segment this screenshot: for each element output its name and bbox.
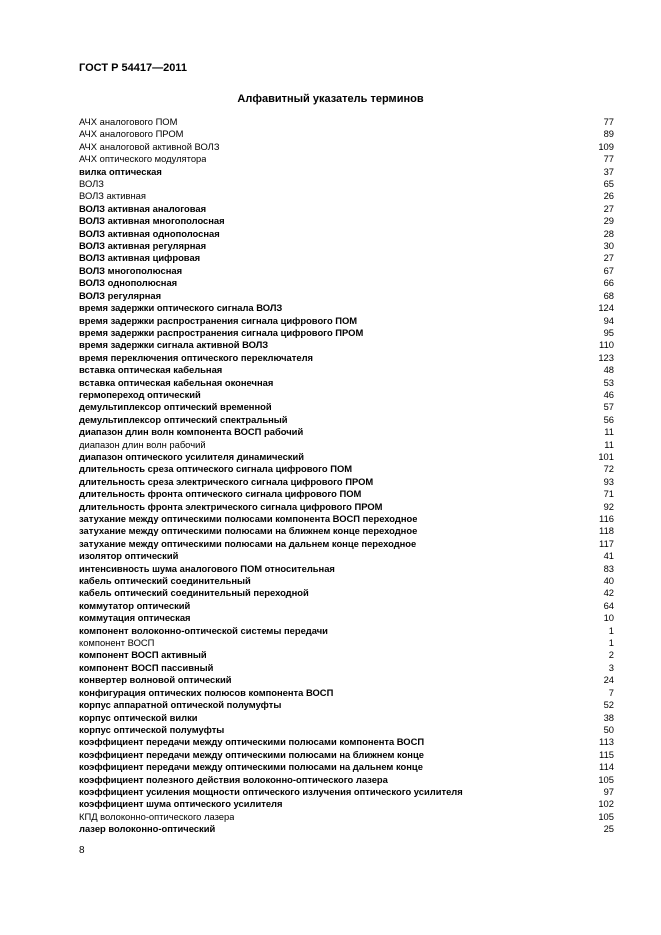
index-page-ref: 117	[599, 537, 614, 549]
index-term: АЧХ аналогового ПОМ	[79, 116, 178, 127]
index-entry	[79, 823, 614, 835]
index-entry	[79, 116, 614, 128]
index-page-ref: 42	[603, 587, 614, 599]
index-page-ref: 37	[603, 165, 614, 177]
index-entry	[79, 550, 614, 562]
index-entry	[79, 476, 614, 488]
term-index	[79, 116, 614, 836]
index-page-ref: 1	[608, 637, 614, 649]
index-entry	[79, 153, 614, 165]
index-page-ref: 26	[603, 190, 614, 202]
index-page-ref: 92	[603, 500, 614, 512]
index-page-ref: 102	[598, 798, 614, 810]
index-term: гермопереход оптический	[79, 388, 201, 400]
index-entry	[79, 712, 614, 724]
index-entry	[79, 786, 614, 798]
index-term: компонент ВОСП пассивный	[79, 661, 214, 673]
index-page-ref: 2	[608, 649, 614, 661]
index-term: АЧХ оптического модулятора	[79, 153, 207, 165]
index-term: интенсивность шума аналогового ПОМ относительная	[79, 562, 335, 574]
index-term: диапазон длин волн компонента ВОСП рабочий	[79, 426, 304, 438]
index-entry	[79, 203, 614, 215]
index-term: вставка оптическая кабельная оконечная	[79, 376, 274, 388]
index-entry	[79, 401, 614, 413]
index-page-ref: 72	[603, 463, 614, 475]
index-term: ВОЛЗ однополюсная	[79, 277, 178, 289]
index-entry	[79, 501, 614, 513]
index-term: конвертер волновой оптический	[79, 674, 232, 686]
index-term: длительность фронта электрического сигнала цифрового ПРОМ	[79, 500, 383, 512]
index-page-ref: 1	[608, 624, 614, 636]
index-page-ref: 10	[603, 612, 614, 624]
index-entry	[79, 265, 614, 277]
index-entry	[79, 612, 614, 624]
index-entry	[79, 178, 614, 190]
index-entry	[79, 426, 614, 438]
index-entry	[79, 252, 614, 264]
index-entry	[79, 377, 614, 389]
index-page-ref: 66	[603, 277, 614, 289]
index-term: затухание между оптическими полюсами на дальнем конце переходное	[79, 537, 417, 549]
index-entry	[79, 364, 614, 376]
index-page-ref: 114	[599, 761, 614, 773]
index-page-ref: 56	[603, 413, 614, 425]
index-term: АЧХ аналоговой активной ВОЛЗ	[79, 140, 220, 152]
index-entry	[79, 277, 614, 289]
index-entry	[79, 240, 614, 252]
index-term: время задержки распространения сигнала цифрового ПРОМ	[79, 326, 364, 338]
index-term: демультиплексор оптический спектральный	[79, 413, 288, 425]
index-entry	[79, 674, 614, 686]
index-entry	[79, 302, 614, 314]
index-entry	[79, 439, 614, 451]
index-page-ref: 11	[604, 426, 614, 438]
index-entry	[79, 389, 614, 401]
index-entry	[79, 128, 614, 140]
index-page-ref: 83	[603, 562, 614, 574]
index-entry	[79, 190, 614, 202]
index-entry	[79, 215, 614, 227]
index-term: корпус оптической полумуфты	[79, 723, 225, 735]
index-entry	[79, 166, 614, 178]
index-page-ref: 7	[608, 686, 614, 698]
index-entry	[79, 699, 614, 711]
index-page-ref: 113	[599, 736, 614, 748]
index-page-ref: 65	[603, 178, 614, 190]
index-term: диапазон оптического усилителя динамический	[79, 450, 305, 462]
index-page-ref: 57	[603, 401, 614, 413]
index-entry	[79, 451, 614, 463]
index-term: КПД волоконно-оптического лазера	[79, 810, 235, 822]
index-term: время задержки распространения сигнала цифрового ПОМ	[79, 314, 358, 326]
index-term: ВОЛЗ активная многополосная	[79, 215, 225, 227]
index-page-ref: 94	[603, 314, 614, 326]
index-page-ref: 48	[603, 364, 614, 376]
index-page-ref: 53	[603, 376, 614, 388]
index-entry	[79, 488, 614, 500]
index-term: кабель оптический соединительный	[79, 575, 251, 587]
document-header: ГОСТ Р 54417—2011	[79, 62, 187, 74]
index-page-ref: 64	[603, 599, 614, 611]
index-entry	[79, 811, 614, 823]
index-entry	[79, 662, 614, 674]
index-page-ref: 50	[603, 723, 614, 735]
index-term: коммутатор оптический	[79, 599, 191, 611]
index-term: изолятор оптический	[79, 550, 179, 562]
index-page-ref: 116	[599, 513, 614, 524]
index-term: вставка оптическая кабельная	[79, 364, 223, 376]
index-page-ref: 123	[598, 351, 614, 363]
index-page-ref: 27	[603, 202, 614, 214]
index-page-ref: 30	[603, 240, 614, 252]
index-entry	[79, 513, 614, 525]
index-page-ref: 124	[598, 302, 614, 314]
index-entry	[79, 736, 614, 748]
index-entry	[79, 538, 614, 550]
index-page-ref: 24	[603, 674, 614, 686]
index-entry	[79, 600, 614, 612]
index-term: время задержки оптического сигнала ВОЛЗ	[79, 302, 283, 314]
index-term: компонент ВОСП	[79, 637, 155, 649]
index-entry	[79, 228, 614, 240]
index-entry	[79, 649, 614, 661]
index-term: конфигурация оптических полюсов компонента ВОСП	[79, 686, 334, 698]
index-page-ref: 27	[603, 252, 614, 264]
index-term: коэффициент передачи между оптическими полюсами на ближнем конце	[79, 748, 424, 760]
index-term: ВОЛЗ	[79, 178, 104, 190]
index-term: ВОЛЗ многополюсная	[79, 264, 183, 276]
index-term: ВОЛЗ активная	[79, 190, 146, 202]
index-term: длительность среза оптического сигнала цифрового ПОМ	[79, 463, 353, 475]
index-term: кабель оптический соединительный переходной	[79, 587, 309, 599]
index-term: коммутация оптическая	[79, 612, 191, 624]
index-term: коэффициент передачи между оптическими полюсами на дальнем конце	[79, 761, 423, 773]
index-entry	[79, 414, 614, 426]
index-page-ref: 95	[603, 326, 614, 338]
index-entry	[79, 625, 614, 637]
index-page-ref: 105	[598, 810, 614, 822]
index-page-ref: 109	[598, 140, 614, 152]
index-term: корпус аппаратной оптической полумуфты	[79, 699, 282, 711]
index-page-ref: 77	[603, 153, 614, 165]
index-entry	[79, 774, 614, 786]
index-term: коэффициент шума оптического усилителя	[79, 798, 283, 810]
index-entry	[79, 687, 614, 699]
index-term: диапазон длин волн рабочий	[79, 438, 206, 450]
index-page-ref: 3	[608, 661, 614, 673]
index-page-ref: 89	[603, 128, 614, 140]
index-term: лазер волоконно-оптический	[79, 823, 216, 835]
index-entry	[79, 575, 614, 587]
index-term: демультиплексор оптический временной	[79, 401, 272, 413]
index-term: коэффициент передачи между оптическими полюсами компонента ВОСП	[79, 736, 425, 748]
index-term: ВОЛЗ активная аналоговая	[79, 202, 207, 214]
index-term: АЧХ аналогового ПРОМ	[79, 128, 184, 140]
index-entry	[79, 563, 614, 575]
index-term: вилка оптическая	[79, 165, 162, 177]
index-term: компонент волоконно-оптической системы передачи	[79, 624, 328, 636]
index-term: коэффициент полезного действия волоконно-оптического лазера	[79, 773, 388, 785]
index-entry	[79, 761, 614, 773]
index-entry	[79, 339, 614, 351]
index-term: время переключения оптического переключателя	[79, 351, 313, 363]
index-term: ВОЛЗ активная цифровая	[79, 252, 201, 264]
index-page-ref: 25	[603, 823, 614, 835]
index-term: время задержки сигнала активной ВОЛЗ	[79, 339, 269, 351]
index-term: ВОЛЗ регулярная	[79, 289, 162, 301]
index-page-ref: 28	[603, 227, 614, 239]
index-term: ВОЛЗ активная однополосная	[79, 227, 220, 239]
index-page-ref: 105	[598, 773, 614, 785]
index-page-ref: 110	[599, 339, 614, 351]
index-entry	[79, 327, 614, 339]
index-page-ref: 118	[599, 525, 614, 537]
index-page-ref: 67	[603, 264, 614, 276]
index-term: затухание между оптическими полюсами на ближнем конце переходное	[79, 525, 418, 537]
page-title: Алфавитный указатель терминов	[237, 93, 424, 105]
index-entry	[79, 463, 614, 475]
index-page-ref: 115	[599, 748, 614, 760]
index-entry	[79, 587, 614, 599]
index-entry	[79, 525, 614, 537]
index-entry	[79, 141, 614, 153]
index-term: коэффициент усиления мощности оптического излучения оптического усилителя	[79, 785, 463, 797]
index-entry	[79, 352, 614, 364]
index-page-ref: 52	[603, 699, 614, 711]
index-page-ref: 97	[603, 785, 614, 797]
index-page-ref: 68	[603, 289, 614, 301]
index-page-ref: 77	[603, 116, 614, 127]
index-entry	[79, 798, 614, 810]
index-page-ref: 41	[603, 550, 614, 562]
index-page-ref: 71	[603, 488, 614, 500]
index-entry	[79, 315, 614, 327]
index-term: корпус оптической вилки	[79, 711, 198, 723]
index-page-ref: 38	[603, 711, 614, 723]
index-term: ВОЛЗ активная регулярная	[79, 240, 207, 252]
index-entry	[79, 290, 614, 302]
index-term: длительность среза электрического сигнала цифрового ПРОМ	[79, 475, 374, 487]
index-page-ref: 11	[604, 438, 614, 450]
index-page-ref: 46	[603, 388, 614, 400]
index-term: длительность фронта оптического сигнала цифрового ПОМ	[79, 488, 362, 500]
index-term: компонент ВОСП активный	[79, 649, 207, 661]
index-entry	[79, 749, 614, 761]
index-page-ref: 40	[603, 575, 614, 587]
index-page-ref: 29	[603, 215, 614, 227]
index-term: затухание между оптическими полюсами компонента ВОСП переходное	[79, 513, 418, 524]
index-page-ref: 93	[603, 475, 614, 487]
index-entry	[79, 724, 614, 736]
page-number: 8	[79, 845, 85, 856]
index-entry	[79, 637, 614, 649]
index-page-ref: 101	[598, 450, 614, 462]
